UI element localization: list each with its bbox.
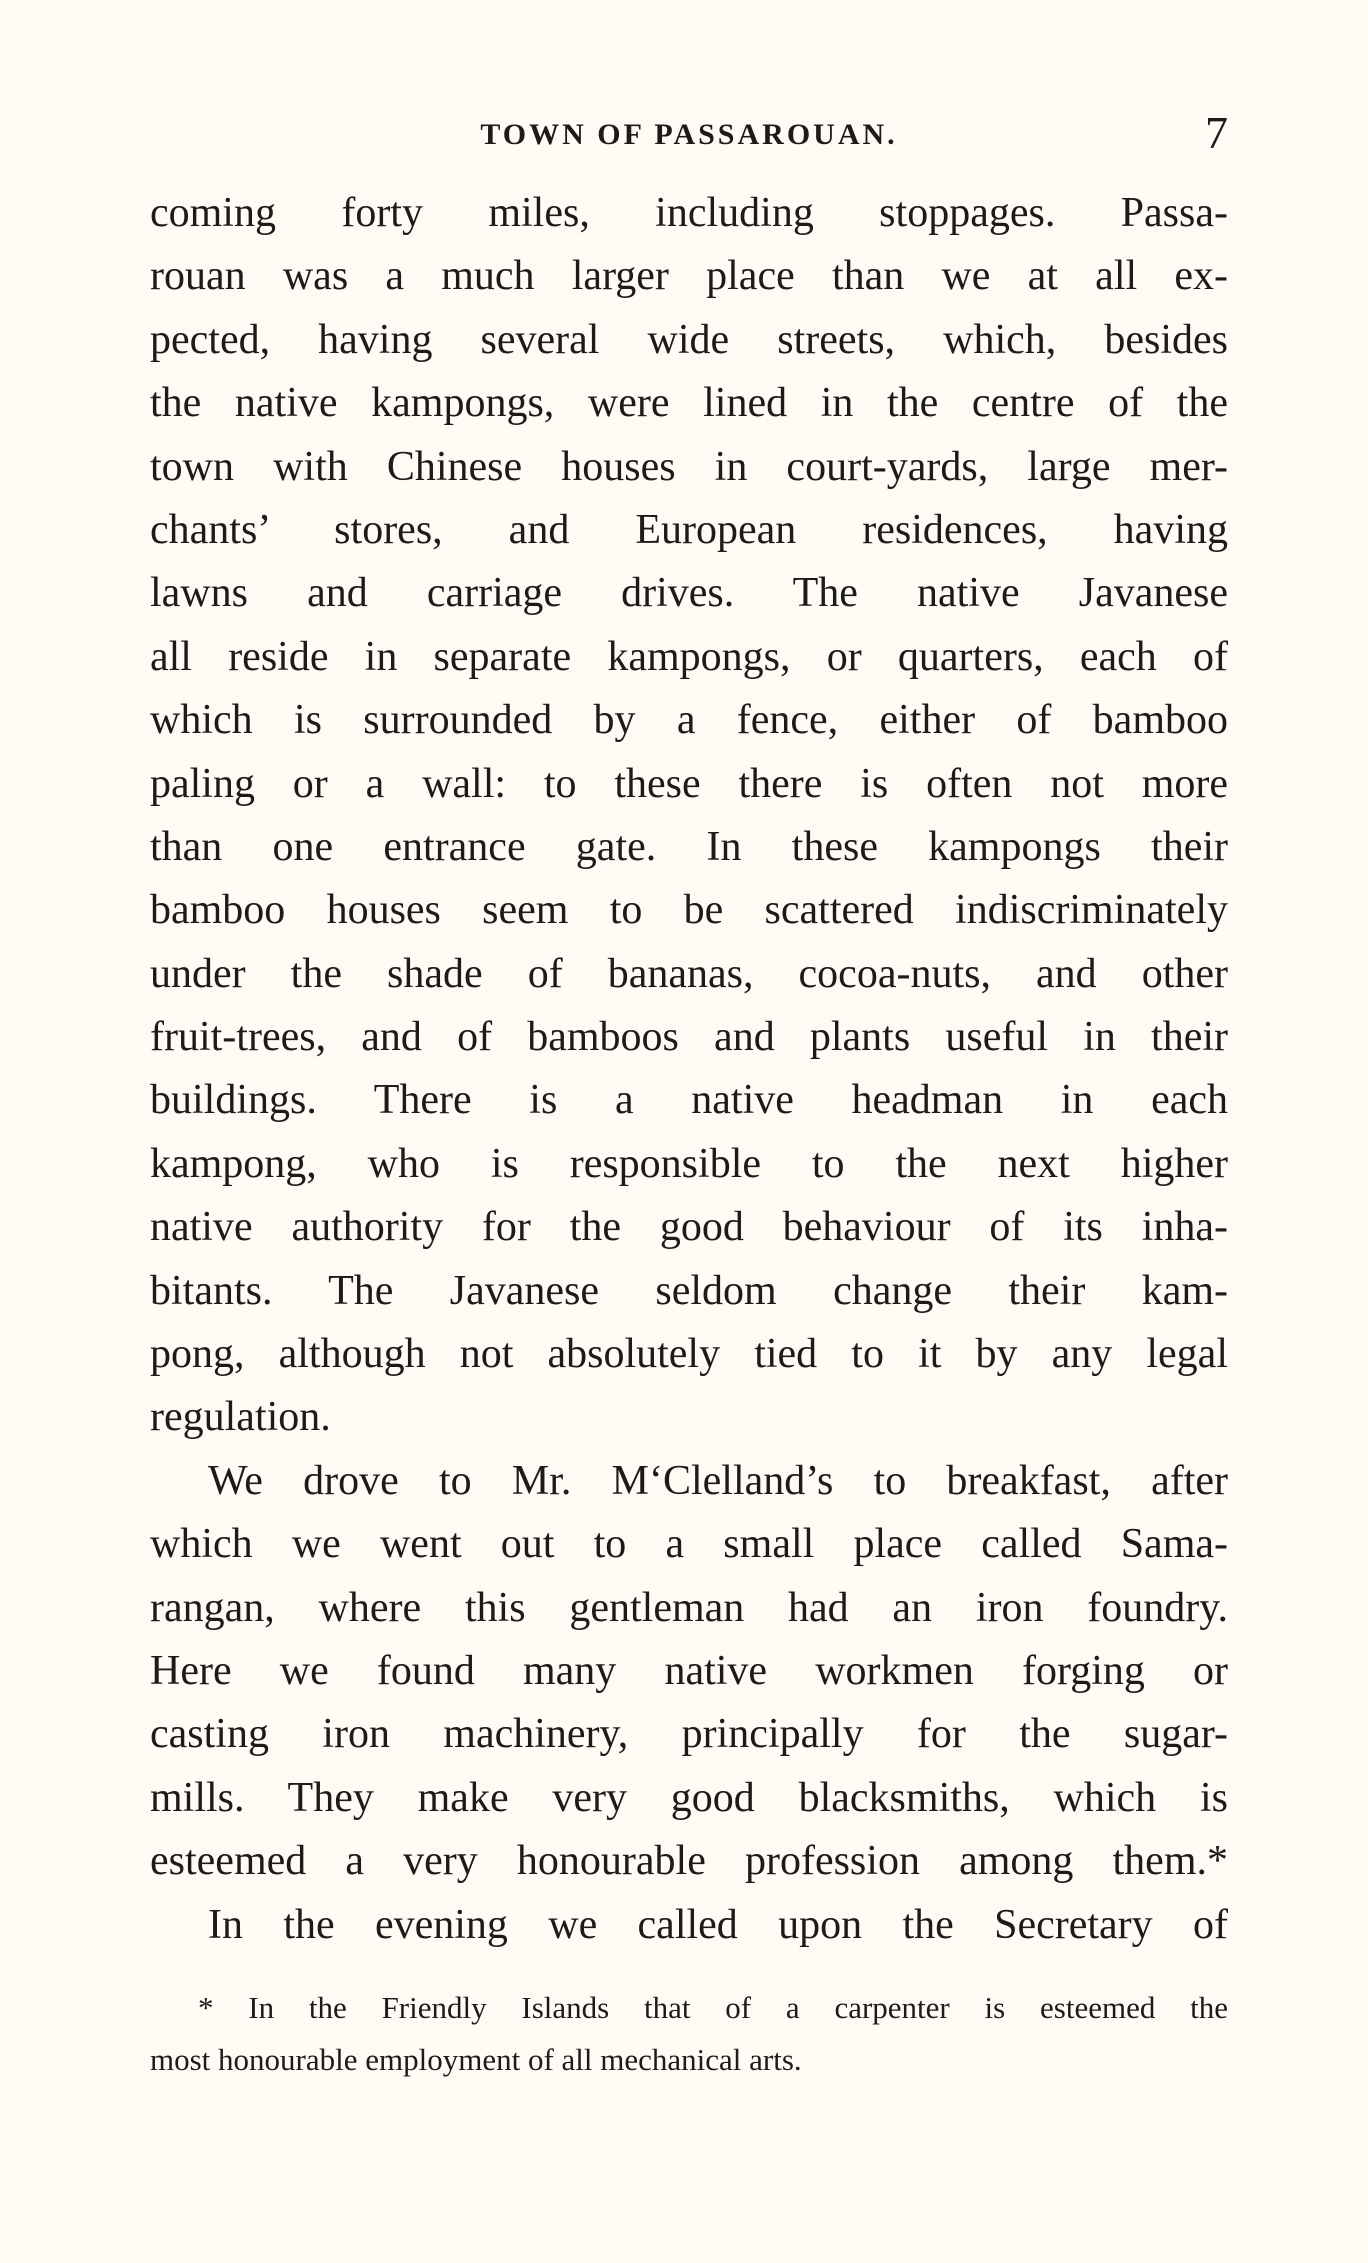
- text-line: than one entrance gate. In these kampongs their: [150, 823, 1228, 870]
- text-line: rouan was a much larger place than we at all ex-: [150, 253, 1228, 300]
- text-line: rangan, where this gentleman had an iron foundry.: [150, 1584, 1228, 1631]
- text-line: regulation.: [150, 1394, 331, 1441]
- running-head: [150, 107, 1228, 162]
- running-title: TOWN OF PASSAROUAN.: [480, 118, 898, 151]
- text-line: casting iron machinery, principally for the sugar-: [150, 1711, 1228, 1758]
- text-line: paling or a wall: to these there is often not more: [150, 760, 1228, 807]
- text-line: fruit-trees, and of bamboos and plants useful in their: [150, 1014, 1228, 1061]
- text-line: the native kampongs, were lined in the centre of the: [150, 380, 1228, 427]
- footnote-line: * In the Friendly Islands that of a carpenter is esteemed the: [198, 1990, 1228, 2025]
- text-line: Here we found many native workmen forging or: [150, 1647, 1228, 1694]
- text-line: bamboo houses seem to be scattered indiscriminately: [150, 887, 1228, 934]
- text-line: mills. They make very good blacksmiths, which is: [150, 1774, 1228, 1821]
- text-line: coming forty miles, including stoppages. Passa-: [150, 190, 1228, 236]
- text-line: buildings. There is a native headman in each: [150, 1077, 1228, 1124]
- text-line: chants’ stores, and European residences, having: [150, 506, 1228, 553]
- text-line: kampong, who is responsible to the next higher: [150, 1140, 1228, 1187]
- text-line: pong, although not absolutely tied to it by any legal: [150, 1331, 1228, 1378]
- body-text: [150, 182, 1228, 1957]
- text-line: lawns and carriage drives. The native Javanese: [150, 570, 1228, 617]
- text-line: under the shade of bananas, cocoa-nuts, and other: [150, 950, 1228, 997]
- text-line: We drove to Mr. M‘Clelland’s to breakfast, after: [208, 1457, 1228, 1504]
- text-line: native authority for the good behaviour of its inha-: [150, 1204, 1228, 1251]
- text-line: pected, having several wide streets, which, besides: [150, 316, 1228, 363]
- text-line: In the evening we called upon the Secretary of: [208, 1901, 1228, 1948]
- text-line: bitants. The Javanese seldom change their kam-: [150, 1267, 1228, 1314]
- text-line: esteemed a very honourable profession among them.*: [150, 1838, 1228, 1885]
- page-number: 7: [1205, 107, 1228, 158]
- text-line: town with Chinese houses in court-yards, large mer-: [150, 443, 1228, 490]
- text-line: which is surrounded by a fence, either of bamboo: [150, 697, 1228, 744]
- footnote: [150, 1982, 1228, 2086]
- text-line: which we went out to a small place called Sama-: [150, 1521, 1228, 1568]
- text-line: all reside in separate kampongs, or quarters, each of: [150, 633, 1228, 680]
- footnote-line: most honourable employment of all mechanical arts.: [150, 2042, 802, 2077]
